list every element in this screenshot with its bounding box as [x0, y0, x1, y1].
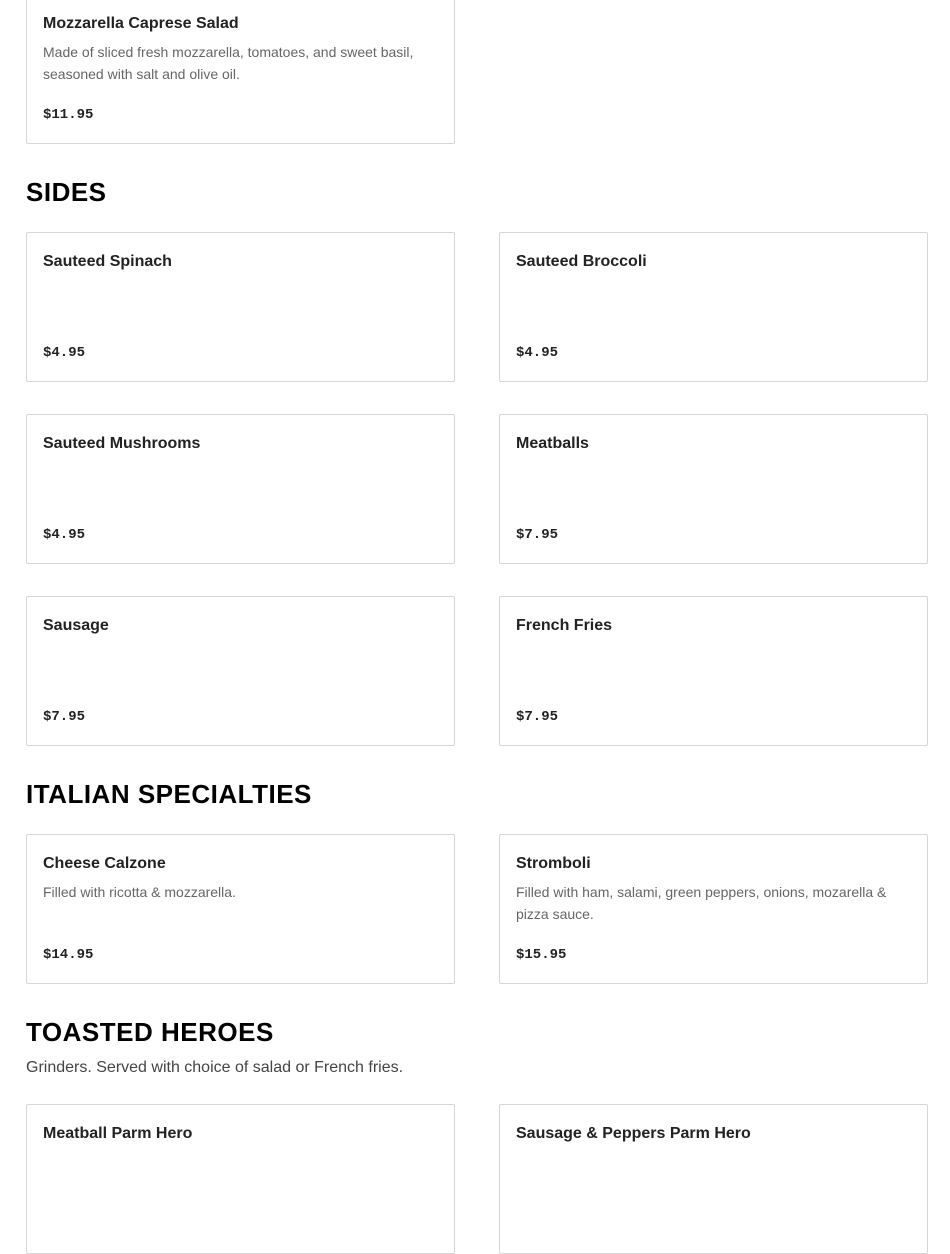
menu-item-card[interactable]	[499, 596, 928, 746]
menu-item-price: $4.95	[43, 345, 86, 361]
menu-item-name: Stromboli	[516, 855, 591, 872]
menu-item-card[interactable]	[26, 596, 455, 746]
menu-item-price: $11.95	[43, 107, 94, 123]
menu-item-name: Cheese Calzone	[43, 855, 166, 872]
menu-item-description: Filled with ricotta & mozzarella.	[43, 884, 236, 900]
menu-item-price: $7.95	[516, 709, 559, 725]
menu-item-price: $4.95	[43, 527, 86, 543]
menu-item-name: French Fries	[516, 617, 613, 634]
menu-item-description: Made of sliced fresh mozzarella, tomatoes, and sweet basil, seasoned with salt and olive oil.	[43, 44, 414, 82]
menu-item-card[interactable]	[499, 834, 928, 984]
menu-item-price: $7.95	[43, 709, 86, 725]
menu-item-name: Sauteed Broccoli	[516, 253, 647, 270]
menu-item-name: Meatballs	[516, 435, 589, 452]
menu-item-card[interactable]	[499, 414, 928, 564]
section-title-toasted-heroes: TOASTED HEROES	[26, 1017, 274, 1047]
menu-item-description: Filled with ham, salami, green peppers, onions, mozarella & pizza sauce.	[516, 884, 887, 922]
menu-item-card[interactable]	[26, 414, 455, 564]
menu-item-card[interactable]	[499, 232, 928, 382]
menu-item-name: Sauteed Mushrooms	[43, 435, 201, 452]
menu-item-card[interactable]	[26, 232, 455, 382]
menu-item-price: $15.95	[516, 947, 567, 963]
menu-item-name: Sauteed Spinach	[43, 253, 172, 270]
menu-item-price: $7.95	[516, 527, 559, 543]
menu-item-name: Sausage	[43, 617, 109, 634]
menu-item-card[interactable]	[26, 0, 455, 144]
menu-item-card[interactable]	[26, 1104, 455, 1254]
menu-item-name: Mozzarella Caprese Salad	[43, 15, 239, 32]
menu-item-name: Sausage & Peppers Parm Hero	[516, 1125, 751, 1142]
menu-item-name: Meatball Parm Hero	[43, 1125, 193, 1142]
menu-item-card[interactable]	[26, 834, 455, 984]
section-title-italian-specialties: ITALIAN SPECIALTIES	[26, 779, 312, 809]
section-subtitle: Grinders. Served with choice of salad or French fries.	[26, 1059, 404, 1076]
menu-item-card[interactable]	[499, 1104, 928, 1254]
menu-item-price: $14.95	[43, 947, 94, 963]
menu-item-price: $4.95	[516, 345, 559, 361]
section-title-sides: SIDES	[26, 177, 107, 207]
